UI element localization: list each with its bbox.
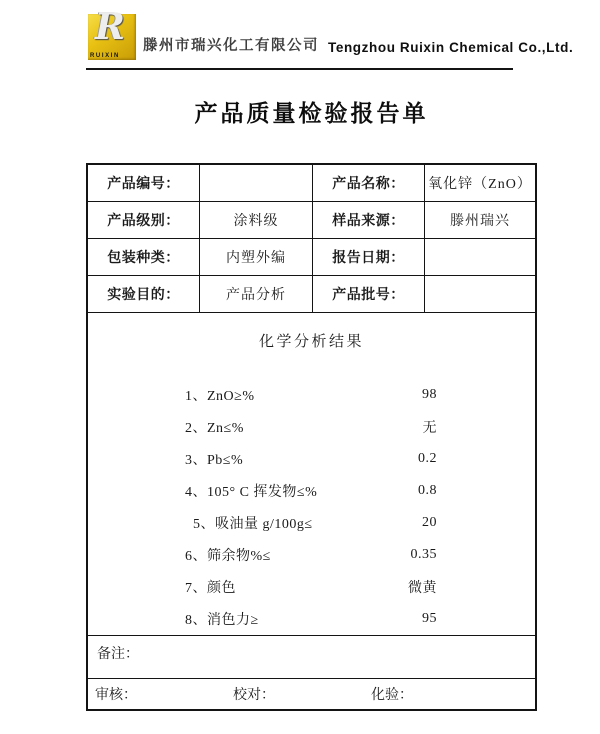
value-sample-source: 滕州瑞兴 xyxy=(425,202,535,239)
label-product-number: 产品编号： xyxy=(88,165,200,202)
label-report-date: 报告日期： xyxy=(313,239,425,276)
analysis-item-color xyxy=(88,571,535,603)
analysis-item-zn xyxy=(88,411,535,443)
label-batch-number: 产品批号： xyxy=(313,276,425,313)
item-label: 1、ZnO≥% xyxy=(185,389,255,404)
item-value: 98 xyxy=(422,387,437,402)
value-product-number xyxy=(200,165,313,202)
company-name-en: Tengzhou Ruixin Chemical Co.,Ltd. xyxy=(328,40,574,55)
signoff-row xyxy=(88,678,535,709)
value-report-date xyxy=(425,239,535,276)
item-value: 微黄 xyxy=(408,581,437,596)
header-divider xyxy=(86,68,513,70)
notes-row xyxy=(88,635,535,678)
item-label: 8、消色力≥ xyxy=(185,613,259,628)
value-product-name: 氧化锌（ZnO） xyxy=(425,165,535,202)
item-label: 2、Zn≤% xyxy=(185,421,244,436)
item-value: 0.2 xyxy=(418,451,437,466)
info-grid xyxy=(88,165,535,313)
signoff-proofread-label: 校对： xyxy=(233,688,275,703)
label-test-purpose: 实验目的： xyxy=(88,276,200,313)
analysis-item-pb xyxy=(88,443,535,475)
analysis-items xyxy=(88,379,535,635)
analysis-item-volatiles xyxy=(88,475,535,507)
analysis-item-achromatic-power xyxy=(88,603,535,635)
item-value: 0.8 xyxy=(418,483,437,498)
value-package-type: 内塑外编 xyxy=(200,239,313,276)
item-value: 无 xyxy=(422,421,437,436)
analysis-item-oil-absorption xyxy=(88,507,535,539)
label-sample-source: 样品来源： xyxy=(313,202,425,239)
value-product-grade: 涂料级 xyxy=(200,202,313,239)
item-value: 20 xyxy=(422,515,437,530)
value-batch-number xyxy=(425,276,535,313)
report-table xyxy=(86,163,537,711)
label-product-grade: 产品级别： xyxy=(88,202,200,239)
analysis-section xyxy=(88,313,535,635)
item-label: 6、筛余物%≤ xyxy=(185,549,271,564)
page-title: 产品质量检验报告单 xyxy=(194,100,429,126)
notes-label: 备注： xyxy=(97,647,139,662)
item-label: 3、Pb≤% xyxy=(185,453,244,468)
analysis-item-zno xyxy=(88,379,535,411)
item-label: 5、吸油量 g/100g≤ xyxy=(193,517,313,532)
logo-r-glyph: R xyxy=(95,6,125,48)
logo-brand-text: RUIXIN xyxy=(90,53,120,59)
signoff-review-label: 审核： xyxy=(95,688,137,703)
company-name-cn: 滕州市瑞兴化工有限公司 xyxy=(143,38,319,54)
company-header xyxy=(88,6,574,60)
ruixin-logo xyxy=(88,6,136,60)
signoff-assay-label: 化验： xyxy=(371,688,413,703)
item-label: 4、105° C 挥发物≤% xyxy=(185,485,318,500)
item-value: 95 xyxy=(422,611,437,626)
label-product-name: 产品名称： xyxy=(313,165,425,202)
item-value: 0.35 xyxy=(410,547,437,562)
value-test-purpose: 产品分析 xyxy=(200,276,313,313)
item-label: 7、颜色 xyxy=(185,581,236,596)
analysis-heading: 化学分析结果 xyxy=(258,334,364,350)
analysis-item-sieve-residue xyxy=(88,539,535,571)
label-package-type: 包装种类： xyxy=(88,239,200,276)
